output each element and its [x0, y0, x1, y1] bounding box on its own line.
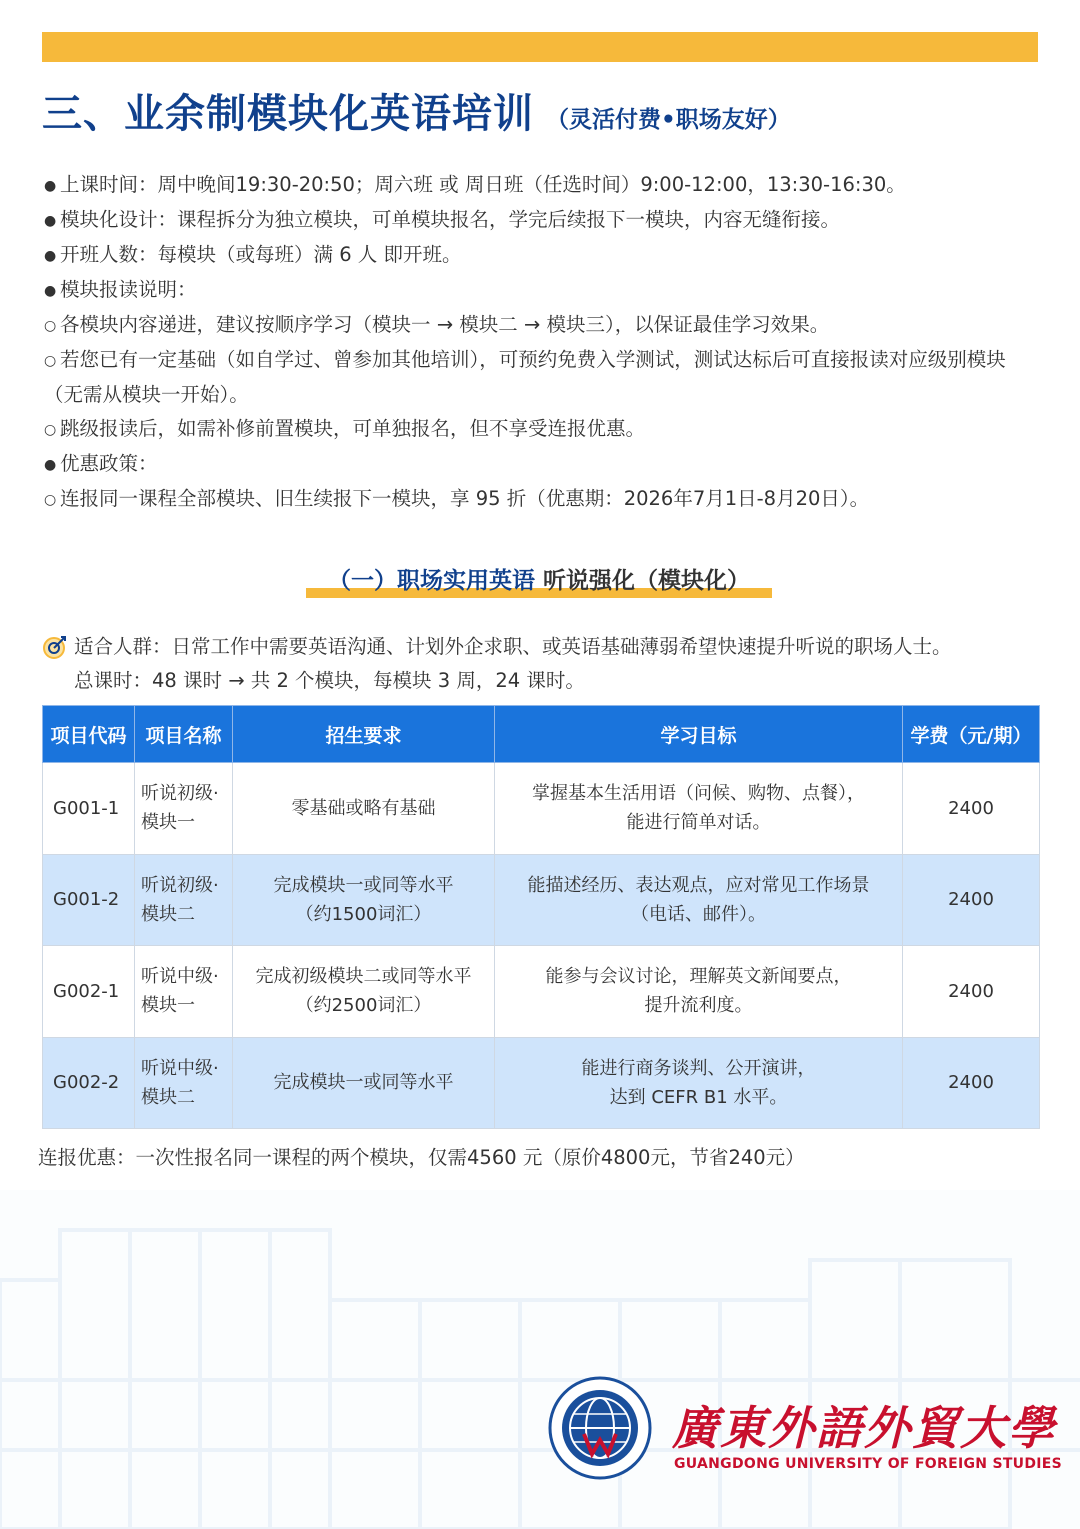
cell-goal: 掌握基本生活用语（问候、购物、点餐）， 能进行简单对话。 — [495, 763, 903, 855]
header-code: 项目代码 — [43, 706, 135, 763]
info-text: 模块报读说明： — [60, 278, 197, 301]
cell-code: G001-2 — [43, 854, 135, 946]
cell-requirement: 零基础或略有基础 — [233, 763, 495, 855]
info-text: 连报同一课程全部模块、旧生续报下一模块，享 95 折（优惠期：2026年7月1日-8月20日）。 — [60, 487, 870, 510]
cell-name: 听说初级· 模块一 — [135, 763, 233, 855]
bullet-icon: ● — [44, 283, 57, 299]
bullet-icon: ● — [44, 178, 57, 194]
bullet-icon: ● — [44, 457, 57, 473]
list-item — [44, 412, 1044, 447]
cell-code: G001-1 — [43, 763, 135, 855]
cell-requirement: 完成初级模块二或同等水平 （约2500词汇） — [233, 946, 495, 1038]
page-subtitle: （灵活付费•职场友好） — [546, 107, 791, 133]
cell-fee: 2400 — [903, 946, 1040, 1038]
cell-fee: 2400 — [903, 763, 1040, 855]
bullet-icon: ● — [44, 213, 57, 229]
cell-fee: 2400 — [903, 854, 1040, 946]
info-text: 开班人数：每模块（或每班）满 6 人 即开班。 — [60, 243, 462, 266]
list-item — [44, 168, 1044, 203]
cell-code: G002-1 — [43, 946, 135, 1038]
list-item — [44, 482, 1044, 517]
table-row — [43, 946, 1040, 1038]
university-name-chinese: 廣東外語外貿大學 — [672, 1401, 1056, 1455]
cell-requirement: 完成模块一或同等水平 — [233, 1037, 495, 1129]
cell-code: G002-2 — [43, 1037, 135, 1129]
bullet-icon: ○ — [44, 318, 57, 334]
section-title — [306, 562, 772, 602]
list-item — [44, 273, 1044, 308]
audience-block — [42, 630, 1072, 698]
header-requirement: 招生要求 — [233, 706, 495, 763]
audience-text: 适合人群：日常工作中需要英语沟通、计划外企求职、或英语基础薄弱希望快速提升听说的职场人士。 — [74, 635, 952, 658]
header-goal: 学习目标 — [495, 706, 903, 763]
cell-name: 听说中级· 模块一 — [135, 946, 233, 1038]
campus-building-watermark — [0, 1190, 1080, 1529]
university-seal-icon — [548, 1376, 652, 1480]
info-text: 跳级报读后，如需补修前置模块，可单独报名，但不享受连报优惠。 — [60, 417, 646, 440]
bullet-icon: ● — [44, 248, 57, 264]
info-text: 各模块内容递进，建议按顺序学习（模块一 → 模块二 → 模块三），以保证最佳学习效果。 — [60, 313, 830, 336]
table-header-row — [43, 706, 1040, 763]
table-row — [43, 1037, 1040, 1129]
course-table — [42, 705, 1040, 1129]
header-name: 项目名称 — [135, 706, 233, 763]
section-title-main: （一）职场实用英语 — [328, 568, 535, 594]
hours-text: 总课时：48 课时 → 共 2 个模块，每模块 3 周，24 课时。 — [74, 669, 585, 692]
table-row — [43, 763, 1040, 855]
page-title: 三、业余制模块化英语培训 — [42, 91, 534, 137]
bullet-icon: ○ — [44, 353, 57, 369]
info-text: 若您已有一定基础（如自学过、曾参加其他培训），可预约免费入学测试，测试达标后可直接报读对应级别模块（无需从模块一开始）。 — [44, 348, 1006, 406]
info-text: 模块化设计：课程拆分为独立模块，可单模块报名，学完后续报下一模块，内容无缝衔接。 — [60, 208, 841, 231]
list-item — [44, 308, 1044, 343]
header-fee: 学费（元/期） — [903, 706, 1040, 763]
target-check-icon — [42, 634, 68, 660]
cell-requirement: 完成模块一或同等水平 （约1500词汇） — [233, 854, 495, 946]
table-row — [43, 854, 1040, 946]
cell-fee: 2400 — [903, 1037, 1040, 1129]
bundle-discount-text: 连报优惠：一次性报名同一课程的两个模块，仅需4560 元（原价4800元，节省240元） — [38, 1146, 805, 1169]
bullet-icon: ○ — [44, 422, 57, 438]
cell-goal: 能描述经历、表达观点，应对常见工作场景 （电话、邮件）。 — [495, 854, 903, 946]
list-item — [44, 238, 1044, 273]
university-name-english: GUANGDONG UNIVERSITY OF FOREIGN STUDIES — [674, 1456, 1063, 1472]
list-item — [44, 203, 1044, 238]
info-text: 优惠政策： — [60, 452, 158, 475]
cell-goal: 能进行商务谈判、公开演讲， 达到 CEFR B1 水平。 — [495, 1037, 903, 1129]
top-accent-bar — [42, 32, 1038, 62]
list-item — [44, 343, 1044, 412]
page-title-row — [42, 82, 1042, 137]
info-list — [44, 168, 1044, 517]
cell-name: 听说初级· 模块二 — [135, 854, 233, 946]
cell-goal: 能参与会议讨论，理解英文新闻要点， 提升流利度。 — [495, 946, 903, 1038]
section-title-secondary: 听说强化（模块化） — [543, 568, 750, 594]
bullet-icon: ○ — [44, 492, 57, 508]
list-item — [44, 447, 1044, 482]
info-text: 上课时间：周中晚间19:30-20:50；周六班 或 周日班（任选时间）9:00-12:00，13:30-16:30。 — [60, 173, 906, 196]
cell-name: 听说中级· 模块二 — [135, 1037, 233, 1129]
